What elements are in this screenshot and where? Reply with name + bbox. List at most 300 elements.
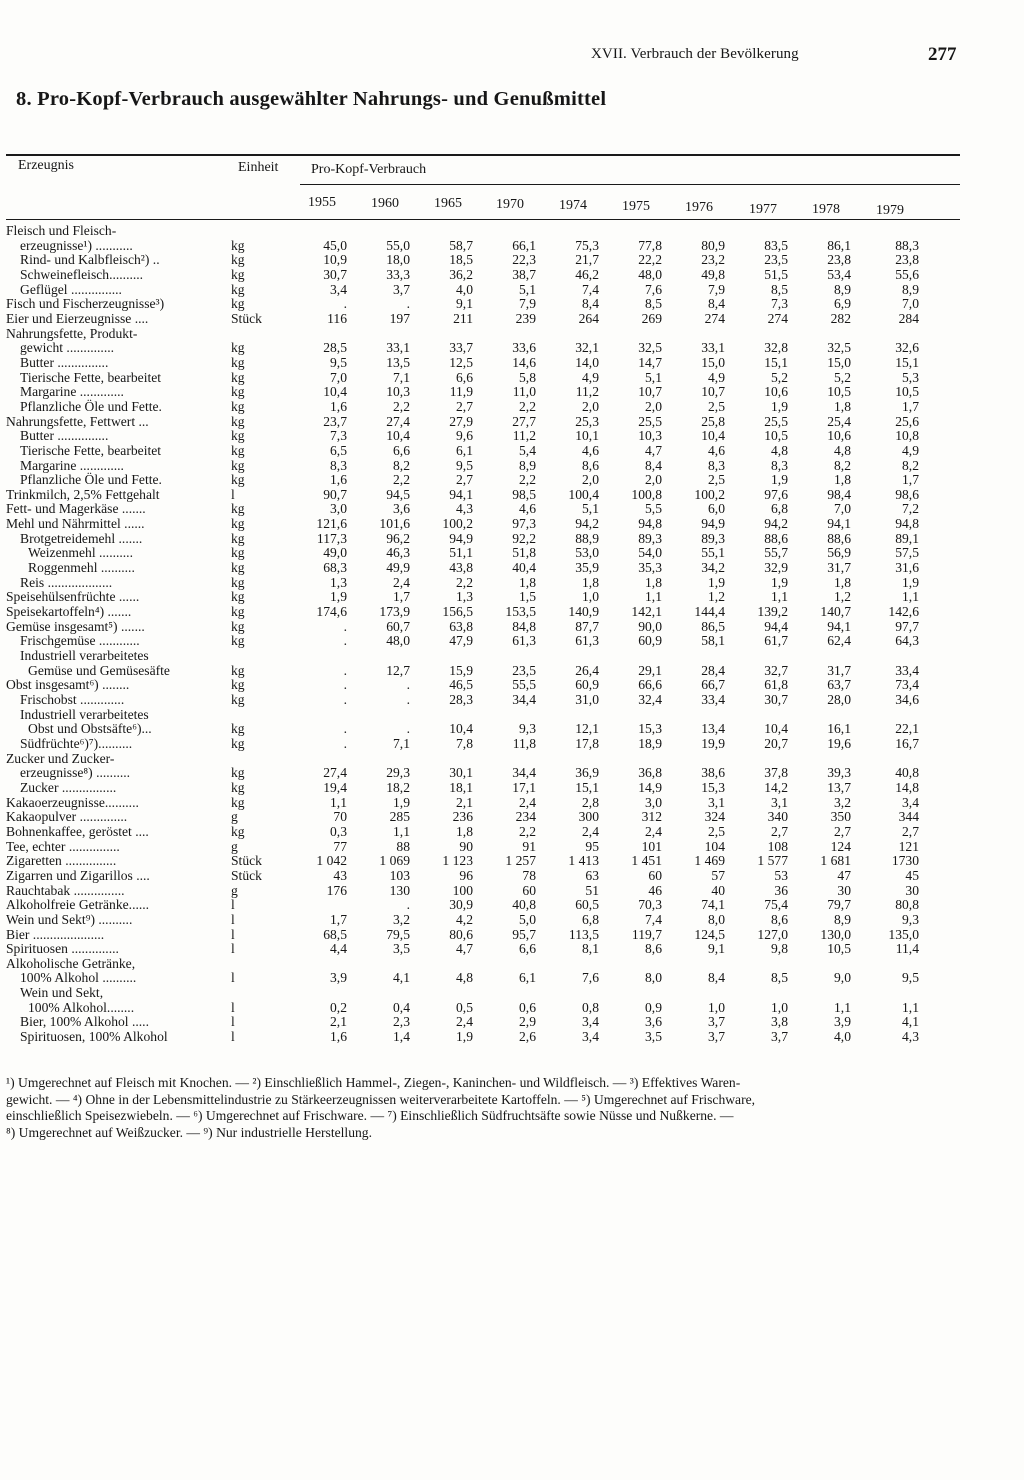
value-cell: 3,2 [834, 794, 851, 810]
product-cell [6, 371, 231, 386]
table-row [6, 781, 919, 796]
value-cell: 4,1 [393, 970, 410, 986]
value-cell: 57 [711, 867, 725, 883]
page-number: 277 [928, 44, 957, 65]
product-label: Gemüse und Gemüsesäfte [28, 662, 170, 678]
value-cell: 1 042 [316, 853, 347, 869]
value-cell: 32,8 [764, 340, 788, 356]
value-cell: 33,4 [701, 692, 725, 707]
value-cell: 10,4 [323, 384, 347, 400]
value-cell: 31,7 [827, 662, 851, 678]
value-cell: 117,3 [316, 530, 347, 546]
product-label: Südfrüchte⁶)⁷).......... [20, 735, 133, 751]
product-cell [6, 327, 231, 342]
product-cell [6, 429, 231, 444]
value-cell: 14,0 [575, 354, 599, 370]
value-cell: 2,2 [456, 574, 473, 590]
unit-cell: l [231, 897, 235, 913]
value-cell: 197 [389, 310, 410, 326]
value-cell: 2,7 [456, 472, 473, 488]
product-label: erzeugnisse⁸) .......... [20, 765, 131, 781]
value-cell: 11,0 [512, 384, 536, 400]
value-cell [788, 957, 851, 972]
value-cell: 1,9 [393, 794, 410, 810]
value-cell: 7,0 [834, 501, 851, 517]
unit-cell: kg [231, 281, 245, 297]
product-cell [6, 590, 231, 605]
value-cell: 7,2 [902, 501, 919, 517]
value-cell: 3,1 [771, 794, 788, 810]
value-cell [347, 708, 410, 723]
value-cell: 33,1 [386, 340, 410, 356]
value-cell: 63,7 [827, 677, 851, 693]
value-cell: 2,2 [393, 398, 410, 414]
value-cell: 23,5 [764, 252, 788, 268]
value-cell [788, 224, 851, 239]
value-cell: 30,7 [764, 692, 788, 707]
product-label: Pflanzliche Öle und Fette. [20, 472, 162, 488]
value-cell: 60 [648, 867, 662, 883]
value-cell: 60 [522, 882, 536, 898]
value-cell: 344 [898, 809, 919, 825]
value-cell: 56,9 [827, 545, 851, 561]
value-cell: 2,9 [519, 1014, 536, 1030]
value-cell: 32,6 [895, 340, 919, 356]
value-cell: 75,3 [575, 237, 599, 253]
unit-cell: Stück [231, 853, 262, 869]
value-cell: 7,6 [582, 970, 599, 986]
value-cell: 55,7 [764, 545, 788, 561]
value-cell: 27,4 [386, 413, 410, 429]
unit-cell: l [231, 941, 235, 957]
value-cell: 1,8 [519, 574, 536, 590]
product-cell [6, 546, 231, 561]
value-cell: 264 [578, 310, 599, 326]
value-cell: 97,6 [764, 486, 788, 502]
value-cell: 27,9 [449, 413, 473, 429]
product-label: Fisch und Fischerzeugnisse³) [6, 296, 165, 312]
value-cell: 12,5 [449, 354, 473, 370]
product-cell [6, 986, 231, 1001]
value-cell: 6,1 [519, 970, 536, 986]
value-cell: 1,1 [902, 589, 919, 605]
value-cell: 46,2 [575, 266, 599, 282]
value-cell: 29,3 [386, 765, 410, 781]
value-cell: 8,9 [519, 457, 536, 473]
product-label: Brotgetreidemehl ....... [20, 530, 143, 546]
value-cell: 1,3 [456, 589, 473, 605]
product-cell [6, 385, 231, 400]
value-cell: 15,3 [638, 721, 662, 737]
unit-cell: kg [231, 589, 245, 605]
product-cell [6, 312, 231, 327]
value-cell: 1,8 [456, 823, 473, 839]
value-cell: 23,5 [512, 662, 536, 678]
value-cell: 2,0 [645, 398, 662, 414]
footnote-line: ⁸) Umgerechnet auf Weißzucker. — ⁹) Nur industrielle Herstellung. [6, 1124, 372, 1140]
value-cell: 1,8 [834, 574, 851, 590]
value-cell: 2,0 [582, 398, 599, 414]
value-cell: 12,7 [386, 662, 410, 678]
value-cell: 92,2 [512, 530, 536, 546]
value-cell: 6,8 [582, 911, 599, 927]
value-cell: 94,5 [386, 486, 410, 502]
value-cell [662, 708, 725, 723]
product-label: Frischobst ............. [20, 692, 125, 707]
value-cell: 32,5 [827, 340, 851, 356]
product-cell [6, 942, 231, 957]
value-cell: 60,9 [575, 677, 599, 693]
value-cell: 8,9 [834, 281, 851, 297]
product-label: Bohnenkaffee, geröstet .... [6, 823, 149, 839]
product-label: Nahrungsfette, Produkt- [6, 325, 138, 341]
product-label: Zucker ................ [20, 779, 117, 795]
value-cell: 33,3 [386, 266, 410, 282]
unit-cell: Stück [231, 310, 262, 326]
product-label: Obst und Obstsäfte⁶)... [28, 721, 152, 737]
value-cell: 124 [830, 838, 851, 854]
product-label: Zigarren und Zigarillos .... [6, 867, 150, 883]
value-cell: 140,7 [820, 604, 851, 620]
product-cell [6, 708, 231, 723]
value-cell [788, 986, 851, 1001]
value-cell: 2,4 [582, 823, 599, 839]
table-row [6, 297, 919, 312]
value-cell: . [406, 296, 410, 312]
unit-cell: kg [231, 340, 245, 356]
value-cell: 58,1 [701, 633, 725, 649]
value-cell: 4,0 [834, 1029, 851, 1045]
product-cell [6, 752, 231, 767]
value-cell: 2,4 [519, 794, 536, 810]
value-cell [788, 752, 851, 767]
unit-cell [231, 957, 284, 972]
product-cell [6, 517, 231, 532]
product-label: Schweinefleisch.......... [20, 266, 144, 282]
value-cell: 40,8 [512, 897, 536, 913]
value-cell [662, 327, 725, 342]
year-header: 1960 [371, 196, 399, 211]
value-cell: 34,4 [512, 765, 536, 781]
value-cell: 30 [837, 882, 851, 898]
value-cell: 3,2 [393, 911, 410, 927]
value-cell: . [343, 662, 347, 678]
value-cell: 15,9 [449, 662, 473, 678]
unit-cell: kg [231, 428, 245, 444]
value-cell: 119,7 [631, 926, 662, 942]
product-cell [6, 898, 231, 913]
product-label: Industriell verarbeitetes [20, 648, 149, 664]
value-cell: 88 [396, 838, 410, 854]
value-cell: 53,4 [827, 266, 851, 282]
value-cell: 1,8 [645, 574, 662, 590]
unit-cell [231, 649, 284, 664]
product-cell [6, 766, 231, 781]
product-label: Rauchtabak ............... [6, 882, 125, 898]
value-cell: 46 [648, 882, 662, 898]
value-cell: 10,7 [701, 384, 725, 400]
value-cell: 8,5 [645, 296, 662, 312]
value-cell [599, 224, 662, 239]
value-cell: . [343, 296, 347, 312]
product-label: Speisekartoffeln⁴) ....... [6, 604, 132, 620]
product-cell [6, 239, 231, 254]
value-cell: . [406, 721, 410, 737]
table-row [6, 356, 919, 371]
value-cell: 3,7 [708, 1029, 725, 1045]
value-cell: 26,4 [575, 662, 599, 678]
value-cell: 312 [641, 809, 662, 825]
value-cell: 90,7 [323, 486, 347, 502]
value-cell: 36 [774, 882, 788, 898]
product-cell [6, 297, 231, 312]
value-cell: 9,3 [519, 721, 536, 737]
value-cell: 15,0 [827, 354, 851, 370]
value-cell: 2,1 [330, 1014, 347, 1030]
value-cell: 13,5 [386, 354, 410, 370]
unit-cell: kg [231, 765, 245, 781]
product-cell [6, 473, 231, 488]
value-cell: 8,6 [645, 941, 662, 957]
value-cell [599, 708, 662, 723]
table-row [6, 253, 919, 268]
value-cell: 144,4 [694, 604, 725, 620]
value-cell: 23,7 [323, 413, 347, 429]
value-cell: 130,0 [820, 926, 851, 942]
value-cell [851, 327, 919, 342]
value-cell: 1,9 [708, 574, 725, 590]
table-row [6, 429, 919, 444]
value-cell [347, 752, 410, 767]
value-cell: 11,2 [512, 428, 536, 444]
value-cell: 1,5 [519, 589, 536, 605]
product-label: Fleisch und Fleisch- [6, 223, 117, 238]
value-cell: 6,0 [708, 501, 725, 517]
value-cell: 4,9 [708, 369, 725, 385]
unit-cell: l [231, 1029, 235, 1045]
value-cell [851, 957, 919, 972]
value-cell: 8,6 [582, 457, 599, 473]
product-label: Rind- und Kalbfleisch²) .. [20, 252, 160, 268]
value-cell: 14,2 [764, 779, 788, 795]
product-label: Reis ................... [20, 574, 113, 590]
value-cell: 8,2 [834, 457, 851, 473]
value-cell: 142,6 [888, 604, 919, 620]
value-cell: 2,5 [708, 472, 725, 488]
value-cell: 1,6 [330, 398, 347, 414]
product-label: erzeugnisse¹) ........... [20, 237, 133, 253]
value-cell: 16,1 [827, 721, 851, 737]
value-cell: 36,2 [449, 266, 473, 282]
value-cell [725, 224, 788, 239]
unit-cell: kg [231, 823, 245, 839]
value-cell: 51,8 [512, 545, 536, 561]
value-cell: 4,6 [519, 501, 536, 517]
value-cell: 8,3 [771, 457, 788, 473]
unit-cell: kg [231, 574, 245, 590]
value-cell: 274 [704, 310, 725, 326]
table-row [6, 752, 919, 767]
value-cell: 48,0 [638, 266, 662, 282]
value-cell: 77 [333, 838, 347, 854]
product-label: Zucker und Zucker- [6, 750, 115, 766]
value-cell: 2,4 [393, 574, 410, 590]
value-cell [662, 986, 725, 1001]
value-cell: 2,0 [582, 472, 599, 488]
product-cell [6, 913, 231, 928]
table-row [6, 1030, 919, 1045]
value-cell: 0,5 [456, 999, 473, 1015]
value-cell: 2,7 [902, 823, 919, 839]
value-cell: 18,5 [449, 252, 473, 268]
value-cell: 25,3 [575, 413, 599, 429]
value-cell: 18,9 [638, 735, 662, 751]
value-cell: 4,7 [456, 941, 473, 957]
value-cell [536, 224, 599, 239]
value-cell: 53,0 [575, 545, 599, 561]
value-cell [284, 986, 347, 1001]
value-cell: 23,8 [895, 252, 919, 268]
value-cell [347, 649, 410, 664]
value-cell: 60,7 [386, 618, 410, 634]
unit-cell: kg [231, 545, 245, 561]
value-cell: 1,9 [771, 574, 788, 590]
value-cell: 25,6 [895, 413, 919, 429]
value-cell: 2,6 [519, 1029, 536, 1045]
value-cell: 32,9 [764, 560, 788, 576]
table-row [6, 810, 919, 825]
product-cell [6, 459, 231, 474]
value-cell: 31,7 [827, 560, 851, 576]
value-cell: 49,0 [323, 545, 347, 561]
value-cell: 8,6 [771, 911, 788, 927]
product-cell [6, 268, 231, 283]
value-cell [410, 224, 473, 239]
value-cell: 70,3 [638, 897, 662, 913]
value-cell: 40 [711, 882, 725, 898]
value-cell: 22,3 [512, 252, 536, 268]
unit-cell: kg [231, 618, 245, 634]
product-label: Tierische Fette, bearbeitet [20, 442, 162, 458]
value-cell: 43 [333, 867, 347, 883]
table-row [6, 371, 919, 386]
value-cell [788, 327, 851, 342]
value-cell: 13,7 [827, 779, 851, 795]
value-cell: . [343, 721, 347, 737]
value-cell: 3,1 [708, 794, 725, 810]
value-cell: 8,5 [771, 281, 788, 297]
value-cell: 49,9 [386, 560, 410, 576]
unit-cell: kg [231, 369, 245, 385]
year-header: 1974 [559, 198, 587, 213]
unit-cell: l [231, 486, 235, 502]
value-cell: 98,5 [512, 486, 536, 502]
footnote-line: gewicht. — ⁴) Ohne in der Lebensmittelindustrie zu Stärkeerzeugnissen weiterverarbeitete Kartoffeln. — ⁵) Umgerechnet auf Frischware, [6, 1091, 756, 1107]
value-cell: 61,7 [764, 633, 788, 649]
value-cell [725, 649, 788, 664]
value-cell: 10,4 [449, 721, 473, 737]
product-cell [6, 532, 231, 547]
value-cell [284, 327, 347, 342]
value-cell [410, 752, 473, 767]
value-cell: 4,8 [834, 442, 851, 458]
value-cell: 121 [898, 838, 919, 854]
value-cell: 10,1 [575, 428, 599, 444]
table-row [6, 385, 919, 400]
value-cell: 7,0 [902, 296, 919, 312]
table-row [6, 825, 919, 840]
value-cell: 324 [704, 809, 725, 825]
product-cell [6, 825, 231, 840]
value-cell [473, 957, 536, 972]
product-cell [6, 884, 231, 899]
unit-cell: kg [231, 472, 245, 488]
value-cell: 7,1 [393, 735, 410, 751]
value-cell: 140,9 [568, 604, 599, 620]
value-cell: 46,5 [449, 677, 473, 693]
product-cell [6, 649, 231, 664]
table-row [6, 341, 919, 356]
value-cell: 1,6 [330, 472, 347, 488]
footnote-line: einschließlich Speisezwiebeln. — ⁶) Umgerechnet auf Frischware. — ⁷) Einschließlich Südfruchtsäfte sowie Nüsse und Nußkerne. — [6, 1108, 734, 1123]
value-cell: 60,9 [638, 633, 662, 649]
value-cell: 3,7 [771, 1029, 788, 1045]
value-cell: 18,1 [449, 779, 473, 795]
value-cell: 94,2 [575, 516, 599, 532]
value-cell: 2,2 [519, 398, 536, 414]
value-cell: 1,1 [771, 589, 788, 605]
value-cell: 51,5 [764, 266, 788, 282]
value-cell: 1,0 [771, 999, 788, 1015]
value-cell: 47 [837, 867, 851, 883]
product-cell [6, 722, 231, 737]
value-cell: 9,6 [456, 428, 473, 444]
value-cell [662, 752, 725, 767]
value-cell: 25,5 [764, 413, 788, 429]
value-cell: 1,0 [582, 589, 599, 605]
value-cell [347, 957, 410, 972]
product-cell [6, 1001, 231, 1016]
column-header-product: Erzeugnis [18, 158, 74, 173]
value-cell: 1,1 [393, 823, 410, 839]
value-cell [410, 986, 473, 1001]
product-label: Nahrungsfette, Fettwert ... [6, 413, 149, 429]
value-cell: 142,1 [631, 604, 662, 620]
table-row [6, 737, 919, 752]
value-cell: 17,8 [575, 735, 599, 751]
table-row [6, 1001, 919, 1016]
value-cell: 5,1 [582, 501, 599, 517]
product-label: Margarine ............. [20, 384, 124, 400]
value-cell: 45 [905, 867, 919, 883]
unit-cell: l [231, 999, 235, 1015]
value-cell: 68,5 [323, 926, 347, 942]
value-cell: 0,2 [330, 999, 347, 1015]
value-cell: 89,3 [638, 530, 662, 546]
value-cell: 3,0 [645, 794, 662, 810]
value-cell: 70 [333, 809, 347, 825]
unit-cell: kg [231, 442, 245, 458]
table-row [6, 473, 919, 488]
unit-cell: kg [231, 604, 245, 620]
value-cell: 97,7 [895, 618, 919, 634]
product-cell [6, 444, 231, 459]
value-cell: 5,2 [771, 369, 788, 385]
table-row [6, 532, 919, 547]
unit-cell: Stück [231, 867, 262, 883]
value-cell: 49,8 [701, 266, 725, 282]
value-cell: 9,0 [834, 970, 851, 986]
